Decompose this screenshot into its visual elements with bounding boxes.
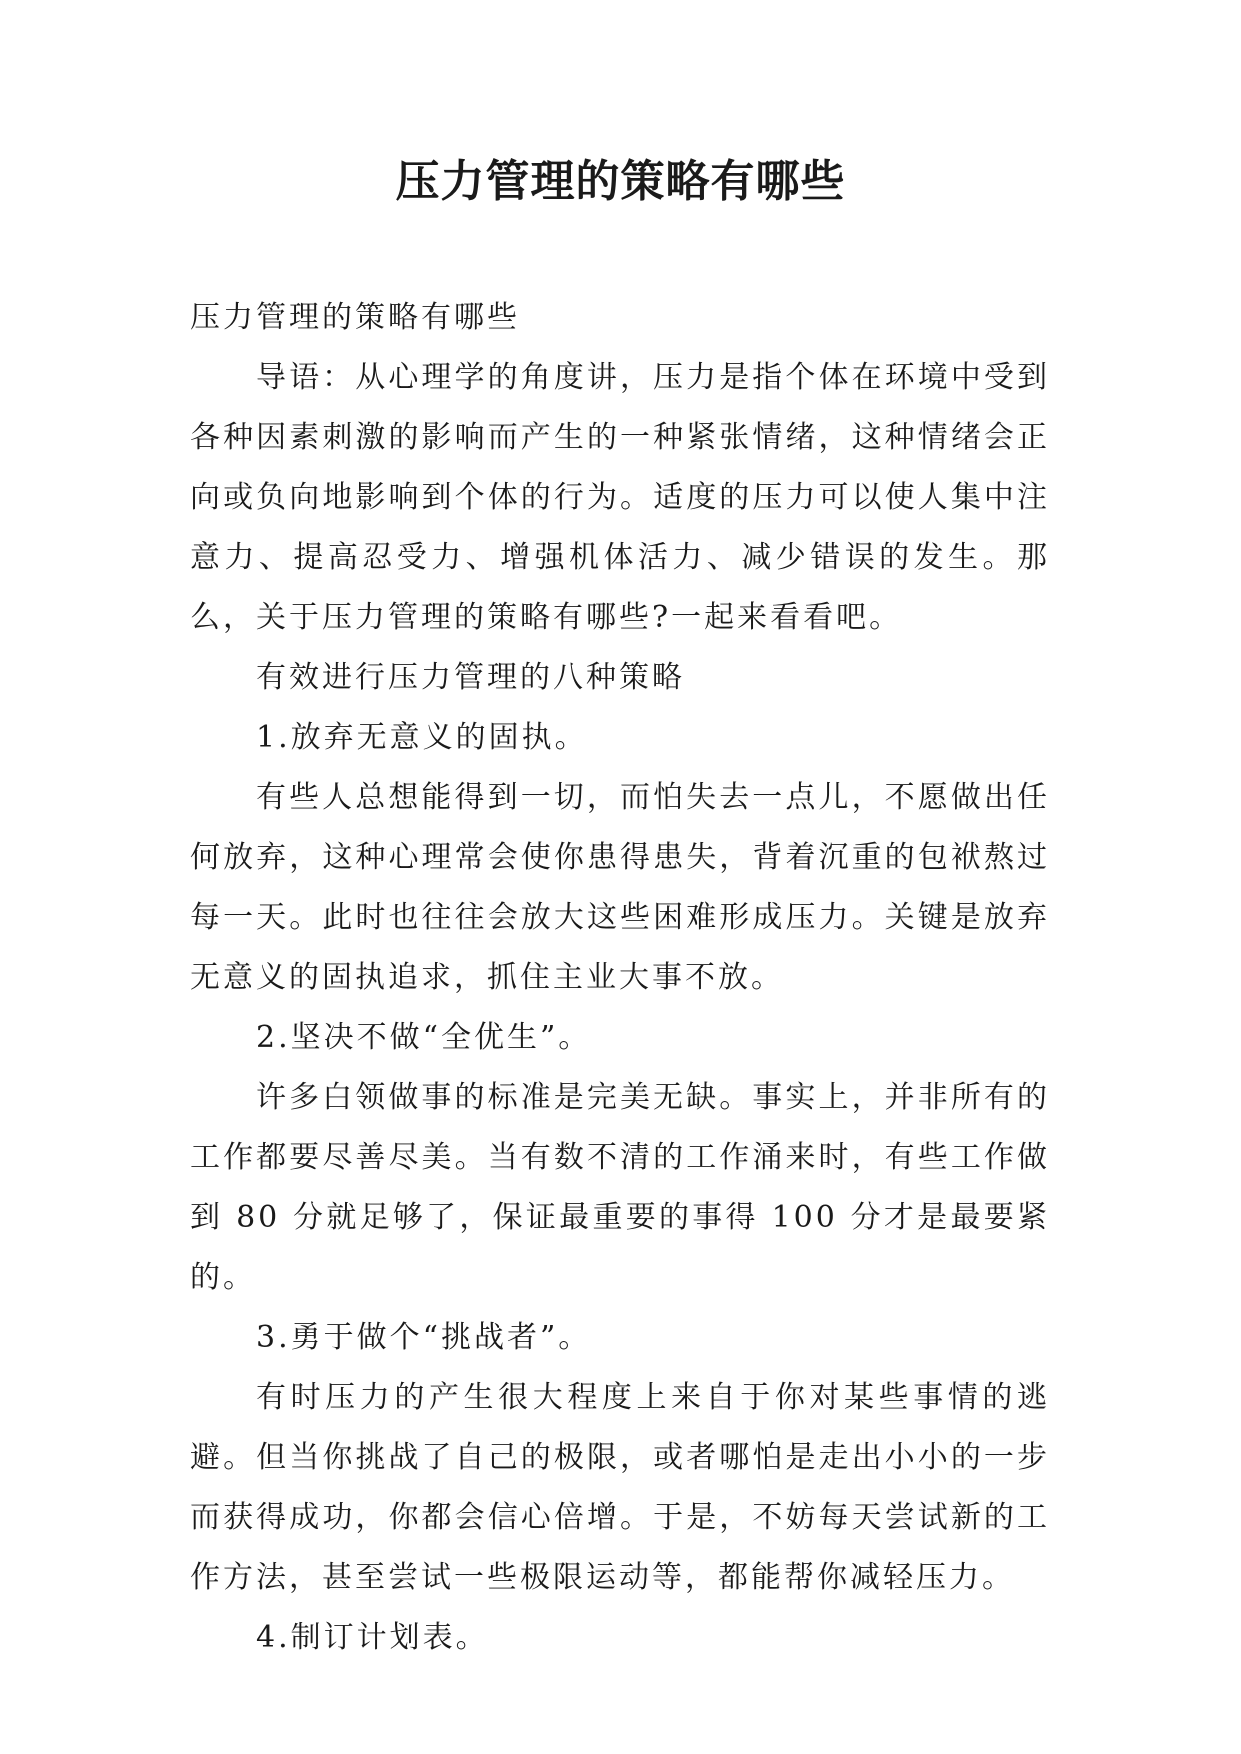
paragraph-strategy-1-body: 有些人总想能得到一切，而怕失去一点儿，不愿做出任何放弃，这种心理常会使你患得患失，背着沉重的包袱熬过每一天。此时也往往会放大这些困难形成压力。关键是放弃无意义的固执追求，抓住主业大事不放。 — [190, 780, 1050, 995]
document-body — [190, 288, 1050, 1668]
paragraph-strategy-3-body: 有时压力的产生很大程度上来自于你对某些事情的逃避。但当你挑战了自己的极限，或者哪怕是走出小小的一步而获得成功，你都会信心倍增。于是，不妨每天尝试新的工作方法，甚至尝试一些极限运动等，都能帮你减轻压力。 — [190, 1380, 1050, 1595]
paragraph-strategy-2-title: 2.坚决不做“全优生”。 — [256, 1020, 592, 1055]
paragraph-subtitle: 压力管理的策略有哪些 — [190, 300, 520, 335]
paragraph-strategy-1-title: 1.放弃无意义的固执。 — [256, 720, 588, 755]
paragraph-strategy-3-title: 3.勇于做个“挑战者”。 — [256, 1320, 592, 1355]
paragraph-heading-strategies: 有效进行压力管理的八种策略 — [256, 660, 685, 695]
paragraph-strategy-2-body: 许多白领做事的标准是完美无缺。事实上，并非所有的工作都要尽善尽美。当有数不清的工作涌来时，有些工作做到 80 分就足够了，保证最重要的事得 100 分才是最要紧的。 — [190, 1080, 1050, 1295]
document-title: 压力管理的策略有哪些 — [395, 156, 846, 207]
paragraph-strategy-4-title: 4.制订计划表。 — [256, 1620, 489, 1655]
paragraph-intro: 导语：从心理学的角度讲，压力是指个体在环境中受到各种因素刺激的影响而产生的一种紧张情绪，这种情绪会正向或负向地影响到个体的行为。适度的压力可以使人集中注意力、提高忍受力、增强机体活力、减少错误的发生。那么，关于压力管理的策略有哪些?一起来看看吧。 — [190, 360, 1050, 635]
